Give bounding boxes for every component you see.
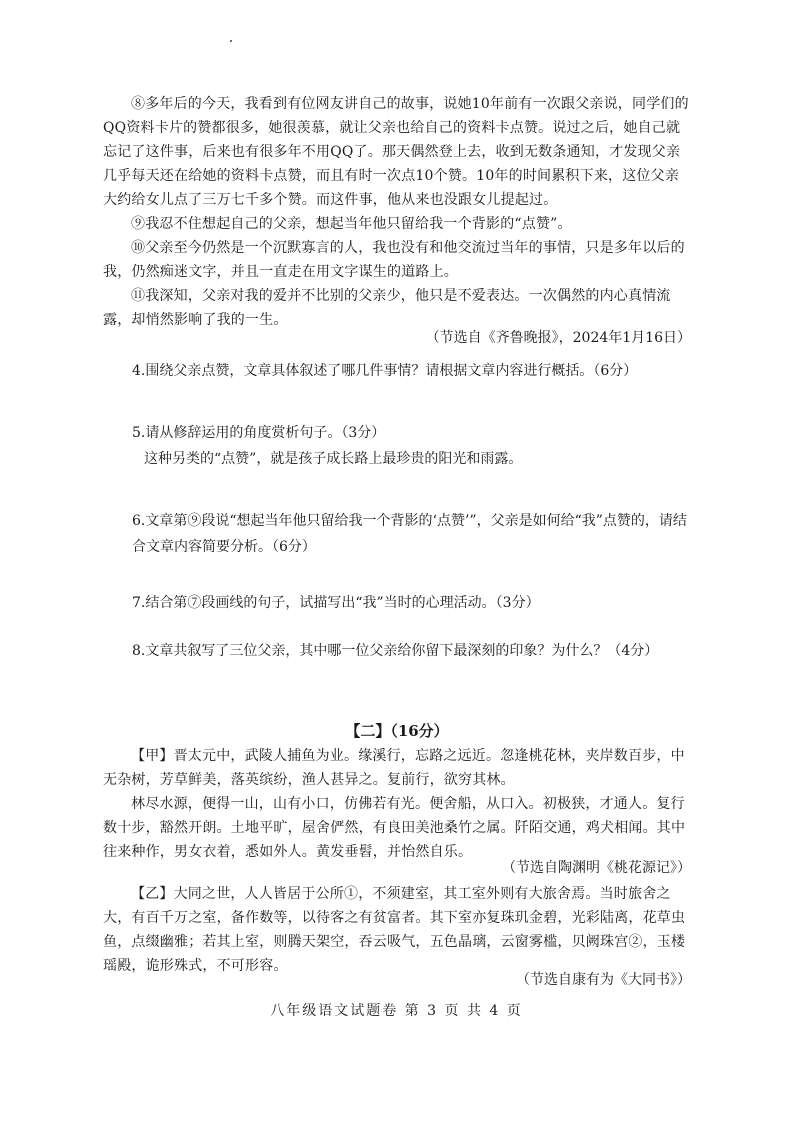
section-2-title: 【二】（16分） xyxy=(345,722,449,740)
passage-source: （节选自《齐鲁晚报》，2024年1月16日） xyxy=(425,330,691,346)
jia-paragraph-2: 林尽水源，便得一山，山有小口，仿佛若有光。便舍船，从口入。初极狭，才通人。复行数十步，豁然开朗。土地平旷，屋舍俨然，有良田美池桑竹之属。阡陌交通，鸡犬相闻。其中往来种作，男女衣着，悉如外人。黄发垂髫，并怡然自乐。 xyxy=(103,796,686,860)
question-7-text: 7.结合第⑦段画线的句子，试描写出“我”当时的心理活动。（3分） xyxy=(132,595,540,611)
question-4-text: 4.围绕父亲点赞，文章具体叙述了哪几件事情？请根据文章内容进行概括。（6分） xyxy=(132,363,638,379)
question-5-sentence: 这种另类的“点赞”，就是孩子成长路上最珍贵的阳光和雨露。 xyxy=(144,451,523,467)
classical-text-jia xyxy=(103,744,691,864)
question-6-text: 6.文章第⑨段说“想起当年他只留给我一个背影的‘点赞’”，父亲是如何给“我”点赞的，请结合文章内容简要分析。（6分） xyxy=(132,513,687,555)
question-7 xyxy=(132,590,692,616)
question-5 xyxy=(132,420,692,472)
jia-paragraph-1: 【甲】晋太元中，武陵人捕鱼为业。缘溪行，忘路之远近。忽逢桃花林，夹岸数百步，中无杂树，芳草鲜美，落英缤纷，渔人甚异之。复前行，欲穷其林。 xyxy=(103,748,685,788)
paragraph-8: ⑧多年后的今天，我看到有位网友讲自己的故事，说她10年前有一次跟父亲说，同学们的QQ资料卡片的赞都很多，她很羡慕，就让父亲也给自己的资料卡点赞。说过之后，她自己就忘记了这件事，后来也有很多年不用QQ了。那天偶然登上去，收到无数条通知，才发现父亲几乎每天还在给她的资料卡点赞，而且有时一次点10个赞。10年的时间累积下来，这位父亲大约给女儿点了三万七千多个赞。而这件事，他从来也没跟女儿提起过。 xyxy=(103,96,689,208)
question-8-text: 8.文章共叙写了三位父亲，其中哪一位父亲给你留下最深刻的印象？为什么？（4分） xyxy=(132,643,659,659)
question-5-text: 5.请从修辞运用的角度赏析句子。（3分） xyxy=(132,425,386,441)
question-6 xyxy=(132,508,692,560)
question-8 xyxy=(132,638,692,664)
paragraph-9: ⑨我忍不住想起自己的父亲，想起当年他只留给我一个背影的“点赞”。 xyxy=(131,216,572,232)
paragraph-10: ⑩父亲至今仍然是一个沉默寡言的人，我也没有和他交流过当年的事情，只是多年以后的我，仍然痴迷文字，并且一直走在用文字谋生的道路上。 xyxy=(103,240,685,280)
scan-speck xyxy=(230,40,232,42)
reading-passage xyxy=(103,92,691,332)
jia-source: （节选自陶渊明《桃花源记》） xyxy=(502,860,691,876)
classical-text-yi xyxy=(103,882,691,978)
paragraph-11: ⑪我深知，父亲对我的爱并不比别的父亲少，他只是不爱表达。一次偶然的内心真情流露，却悄然影响了我的一生。 xyxy=(103,288,671,328)
yi-paragraph: 【乙】大同之世，人人皆居于公所①，不须建室，其工室外则有大旅舍焉。当时旅舍之大，有百千万之室，备作数等，以待客之有贫富者。其下室亦复珠玑金碧，光彩陆离，花草虫鱼，点缀幽雅；若其上室，则腾天架空，吞云吸气，五色晶璃，云窗雾槛，贝阙珠宫②，玉楼瑶殿，诡形殊式，不可形容。 xyxy=(103,886,686,974)
yi-source: （节选自康有为《大同书》） xyxy=(516,972,691,988)
question-4 xyxy=(132,358,692,384)
page-footer: 八年级语文试题卷 第 3 页 共 4 页 xyxy=(270,1003,523,1019)
